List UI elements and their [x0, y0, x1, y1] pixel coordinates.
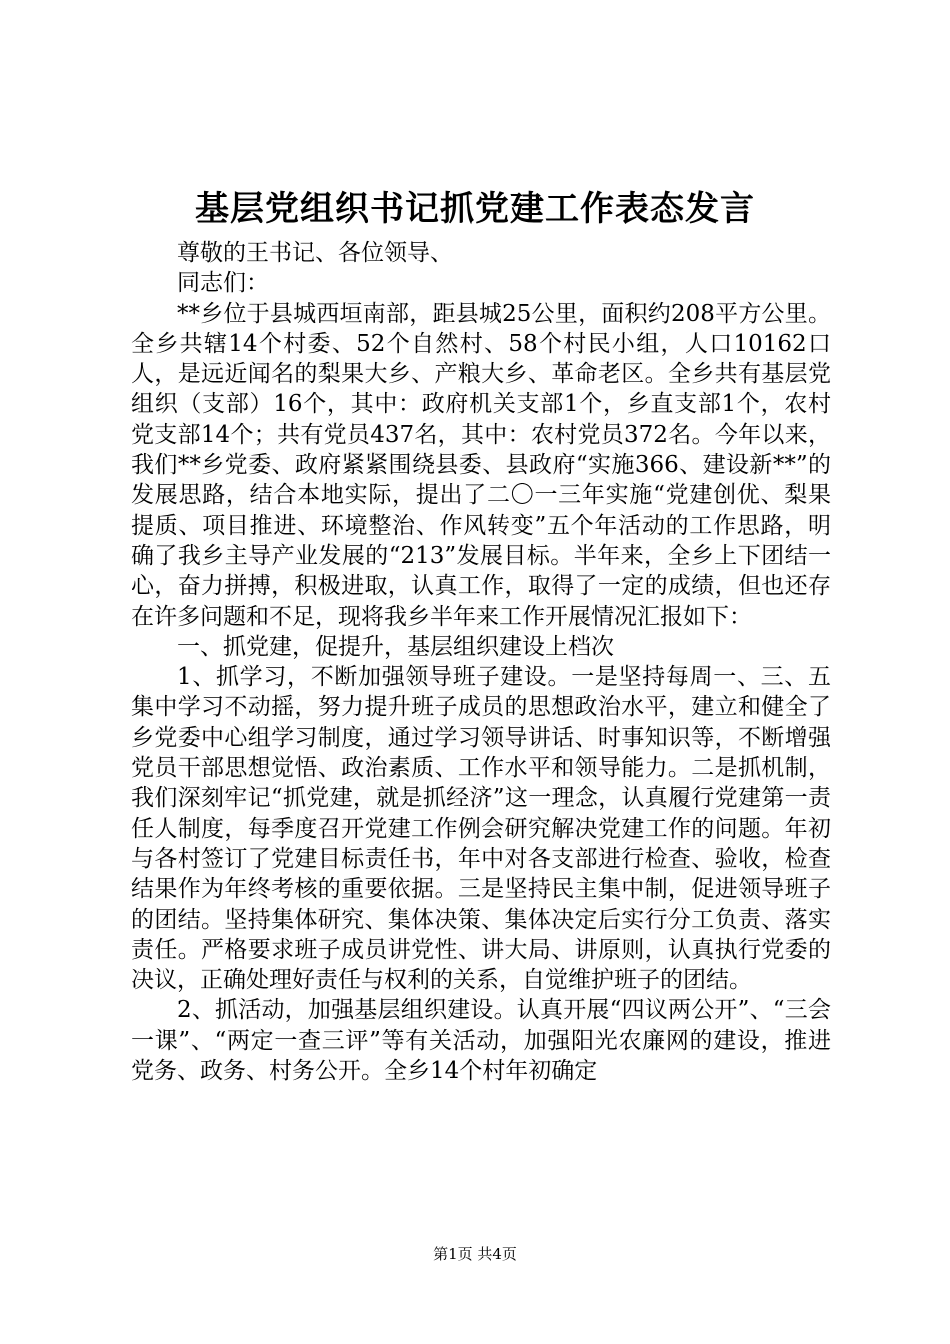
- paragraph-activities: 2、抓活动，加强基层组织建设。认真开展“四议两公开”、“三会一课”、“两定一查三评”等有关活动，加强阳光农廉网的建设，推进党务、政务、村务公开。全乡14个村年初确定: [131, 997, 831, 1085]
- paragraph-intro: **乡位于县城西垣南部，距县城25公里，面积约208平方公里。全乡共辖14个村委、52个自然村、58个村民小组，人口10162口人，是远近闻名的梨果大乡、产粮大乡、革命老区。全乡共有基层党组织（支部）16个，其中：政府机关支部1个，乡直支部1个，农村党支部14个；共有党员437名，其中：农村党员372名。今年以来，我们**乡党委、政府紧紧围绕县委、县政府“实施366、建设新**”的发展思路，结合本地实际，提出了二〇一三年实施“党建创优、梨果提质、项目推进、环境整治、作风转变”五个年活动的工作思路，明确了我乡主导产业发展的“213”发展目标。半年来，全乡上下团结一心，奋力拼搏，积极进取，认真工作，取得了一定的成绩，但也还存在许多问题和不足，现将我乡半年来工作开展情况汇报如下：: [131, 300, 831, 630]
- salutation-line-1: 尊敬的王书记、各位领导、: [177, 240, 453, 266]
- salutation-line-2: 同志们：: [177, 270, 269, 297]
- page-footer: 第1页 共4页: [433, 1245, 517, 1263]
- document-title: 基层党组织书记抓党建工作表态发言: [195, 189, 755, 229]
- paragraph-study: 1、抓学习，不断加强领导班子建设。一是坚持每周一、三、五集中学习不动摇，努力提升班子成员的思想政治水平，建立和健全了乡党委中心组学习制度，通过学习领导讲话、时事知识等，不断增强党员干部思想觉悟、政治素质、工作水平和领导能力。二是抓机制，我们深刻牢记“抓党建，就是抓经济”这一理念，认真履行党建第一责任人制度，每季度召开党建工作例会研究解决党建工作的问题。年初与各村签订了党建目标责任书，年中对各支部进行检查、验收，检查结果作为年终考核的重要依据。三是坚持民主集中制，促进领导班子的团结。坚持集体研究、集体决策、集体决定后实行分工负责、落实责任。严格要求班子成员讲党性、讲大局、讲原则，认真执行党委的决议，正确处理好责任与权利的关系，自觉维护班子的团结。: [131, 664, 831, 994]
- document-body: [131, 238, 831, 1086]
- section-heading: 一、抓党建，促提升，基层组织建设上档次: [177, 633, 614, 660]
